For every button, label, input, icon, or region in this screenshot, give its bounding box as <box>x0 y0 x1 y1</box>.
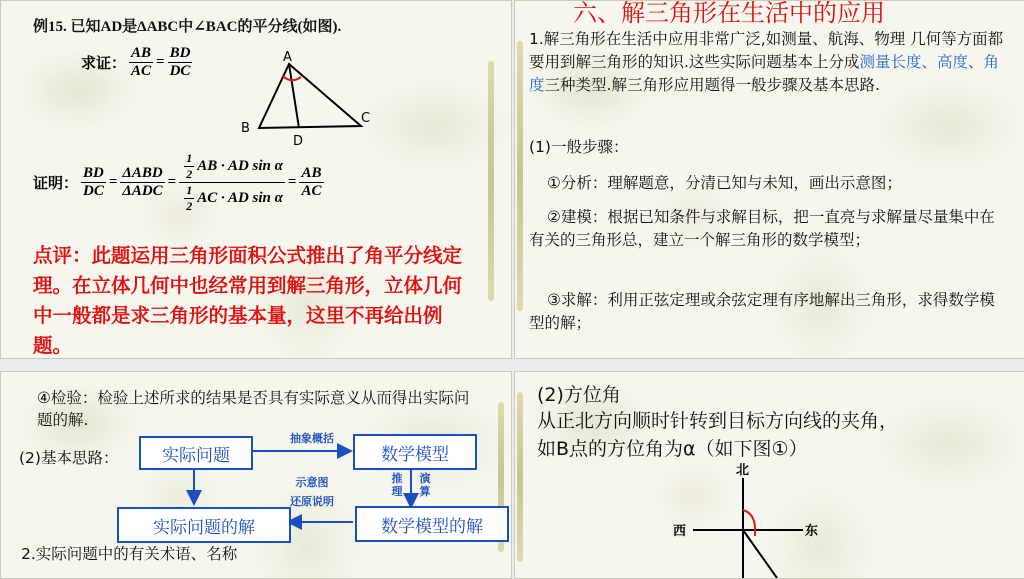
proof-label: 证明： <box>33 176 79 192</box>
azimuth-figure <box>665 460 845 578</box>
label-restore: 还原说明 <box>290 495 334 508</box>
slide-basic-approach <box>0 371 512 579</box>
triangle-figure <box>231 46 381 151</box>
decor-vine <box>488 61 494 301</box>
proof-equation: 证明： $\frac{BD}{DC}$ = $\frac{\text{ΔABD}}{\text{ΔADC}}$ = $\frac{1}{2}$ AB · AD sin α $\frac{1}{2}$ AC · AD sin α = $\frac{AB}{AC}$ <box>33 151 322 213</box>
slide-example-15 <box>0 0 512 359</box>
box-real-solution: 实际问题的解 <box>117 507 291 543</box>
decor-vine <box>517 392 523 562</box>
step-analyze: ①分析：理解题意，分清已知与未知，画出示意图； <box>547 174 902 192</box>
west-label: 西 <box>673 524 687 539</box>
example-title: 例15. 已知AD是ΔABC中∠BAC的平分线(如图). <box>33 19 342 35</box>
slide-applications <box>514 0 1024 359</box>
label-a: A <box>283 50 292 65</box>
label-calc: 演算 <box>419 472 431 498</box>
step-solve: ③求解：利用正弦定理或余弦定理有序地解出三角形，求得数学模型的解； <box>529 291 995 332</box>
fraction-bd-dc: $\frac{BD}{DC}$ <box>169 45 191 79</box>
azimuth-def-line2: 如B点的方位角为α（如下图①） <box>537 438 808 460</box>
azimuth-def-line1: 从正北方向顺时针转到目标方向线的夹角， <box>537 410 899 432</box>
label-abstract: 抽象概括 <box>290 432 334 445</box>
decor-vine <box>517 41 523 311</box>
box-real-problem: 实际问题 <box>139 436 253 470</box>
label-d: D <box>293 134 304 149</box>
label-reason: 推理 <box>391 472 403 498</box>
label-b: B <box>241 121 250 136</box>
azimuth-title: (2)方位角 <box>537 384 621 406</box>
terms-heading: 2.实际问题中的有关术语、名称 <box>21 545 238 563</box>
step-model: ②建模：根据已知条件与求解目标，把一直亮与求解量尽量集中在有关的三角形总，建立一个解三角形的数学模型； <box>529 208 995 249</box>
intro-paragraph: 1.解三角形在生活中应用非常广泛,如测量、航海、物理 几何等方面都要用到解三角形的知识.这些实际问题基本上分成测量长度、高度、角度三种类型.解三角形应用题得一般步骤及基本思路. <box>529 30 1004 94</box>
slide-azimuth <box>514 371 1024 579</box>
prove-label: 求证： <box>81 56 127 72</box>
north-label: 北 <box>736 463 750 478</box>
section-heading: 六、解三角形在生活中的应用 <box>573 0 885 27</box>
basic-approach-label: (2)基本思路： <box>19 449 119 467</box>
steps-title: (1)一般步骤： <box>529 138 629 156</box>
prove-statement: 求证： $\frac{AB}{AC}$ = $\frac{BD}{DC}$ <box>81 45 191 79</box>
box-math-model: 数学模型 <box>353 434 477 470</box>
label-c: C <box>361 111 371 126</box>
fraction-ab-ac: $\frac{AB}{AC}$ <box>131 45 152 79</box>
comment-text: 点评：此题运用三角形面积公式推出了角平分线定理。在立体几何中也经常用到解三角形，立体几何中一般都是求三角形的基本量，这里不再给出例题。 <box>33 244 463 357</box>
types-highlight: 测量长度、高度、角度 <box>529 53 999 94</box>
step-verify: ④检验：检验上述所求的结果是否具有实际意义从而得出实际问题的解. <box>37 389 470 429</box>
box-model-solution: 数学模型的解 <box>355 506 509 542</box>
east-label: 东 <box>805 524 819 539</box>
label-diagram: 示意图 <box>295 476 329 489</box>
